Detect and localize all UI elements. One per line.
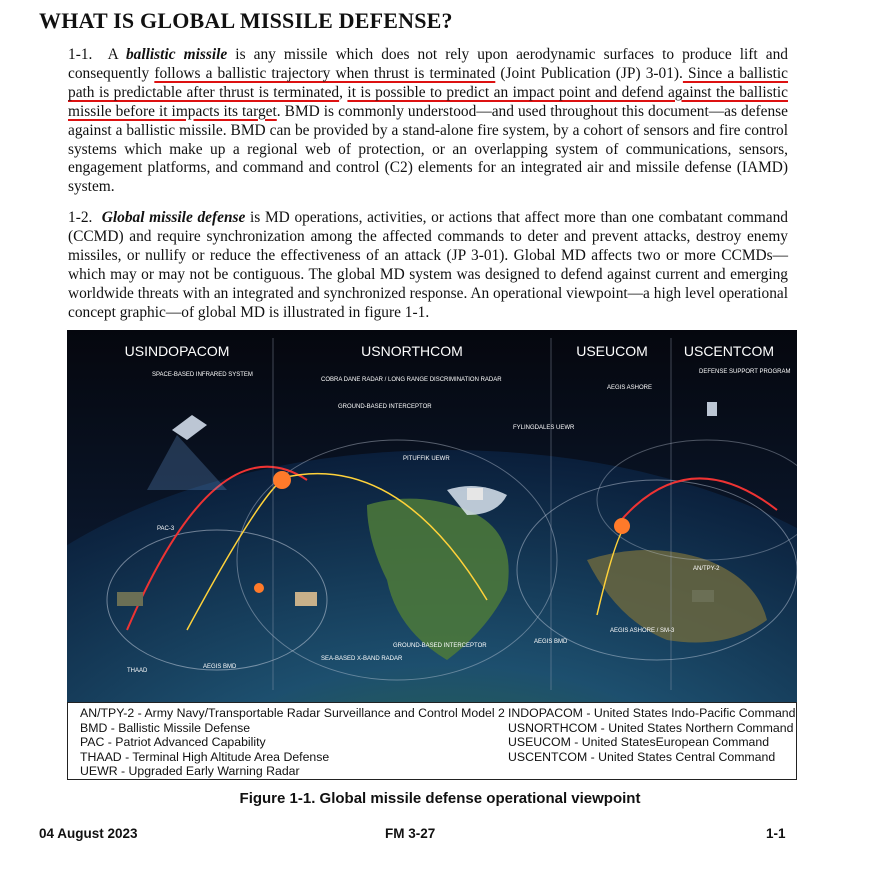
legend-entry: INDOPACOM - United States Indo-Pacific Command: [508, 706, 796, 720]
label-thaad: THAAD: [127, 668, 148, 674]
operational-viewpoint-graphic: [67, 330, 797, 702]
legend-entry: USEUCOM - United StatesEuropean Command: [508, 735, 770, 750]
para-number: 1-2.: [68, 209, 93, 226]
label-aegis-ashore: AEGIS ASHORE: [607, 385, 653, 391]
legend-left-column: [80, 706, 505, 779]
label-gbi-bottom: GROUND-BASED INTERCEPTOR: [393, 643, 487, 649]
para-text: is MD operations, activities, or actions that affect more than one combatant command (CCMD) and require synchronization among the affected commands to deter and prevent attacks, destroy enemy missiles, or nullify or reduce the effectiveness of an attack (JP 3-01). Global MD affects two or more CCMDs—which may or may not be contiguous. The global MD system was designed to defend against current and emerging worldwide threats with an integrated and synchronized response. An operational viewpoint—a high level operational concept graphic—of global MD is illustrated in figure 1-1.: [68, 209, 788, 321]
footer-page-number: 1-1: [766, 826, 786, 841]
underlined-text: follows a ballistic trajectory when thrust is terminated: [154, 64, 496, 82]
intercept-burst-icon: [254, 583, 264, 593]
acronym-legend: [67, 702, 797, 780]
label-gbi-top: GROUND-BASED INTERCEPTOR: [338, 404, 432, 410]
thaad-launcher-icon: [117, 592, 143, 606]
command-uscentcom: USCENTCOM: [683, 343, 775, 359]
label-sbx: SEA-BASED X-BAND RADAR: [321, 656, 403, 662]
legend-entry: USCENTCOM - United States Central Command: [508, 749, 776, 764]
label-aegis-bmd-right: AEGIS BMD: [534, 639, 568, 645]
label-aegis-ashore-sm3: AEGIS ASHORE / SM-3: [610, 628, 675, 634]
para-text: ,: [339, 83, 348, 101]
command-usindopacom: USINDOPACOM: [124, 343, 230, 359]
intercept-burst-icon: [273, 471, 291, 489]
paragraph-1-1: 1-1. A ballistic missile is any missile which does not rely upon aerodynamic surfaces to produce lift and consequently follows a ballistic trajectory when thrust is terminated (Joint Publication (JP) 3-01). Since a ballistic path is predictable after thrust is terminated, it is possible to predict an impact point and defend against the ballistic missile before it impacts its target. BMD is commonly understood—and used throughout this document—as defense against a ballistic missile. BMD can be provided by a stand-alone fire system, by a cohort of sensors and fire control systems which make up a regional web of protection, or an overlapping system of communications, sensors, engagement platforms, and command and control (C2) elements for an integrated air and missile defense (IAMD) system.: [68, 46, 789, 196]
label-sbirs: SPACE-BASED INFRARED SYSTEM: [152, 372, 253, 378]
legend-entry: AN/TPY-2 - Army Navy/Transportable Radar Surveillance and Control Model 2: [80, 706, 505, 720]
label-fylingdales: FYLINGDALES UEWR: [513, 425, 575, 431]
antpy2-radar-icon: [692, 590, 714, 602]
para-text: is any missile which does not rely upon aerodynamic surfaces to produce lift and consequently: [68, 46, 788, 82]
intercept-burst-icon: [614, 518, 630, 534]
label-cobra-dane: COBRA DANE RADAR / LONG RANGE DISCRIMINATION RADAR: [321, 377, 502, 383]
figure-caption: Figure 1-1. Global missile defense operational viewpoint: [239, 790, 641, 807]
label-pituffik: PITUFFIK UEWR: [403, 456, 450, 462]
legend-entry: THAAD - Terminal High Altitude Area Defense: [80, 749, 330, 764]
para-text: . BMD is commonly understood—and used throughout this document—as defense against a ballistic missile. BMD can be provided by a stand-alone fire system, by a cohort of sensors and fire control systems which make up a regional web of protection, or an overlapping system of communications, sensors, engagement platforms, and command and control (C2) elements for an integrated air and missile defense (IAMD) system.: [68, 102, 788, 196]
underlined-text: it is possible to predict an impact point and defend against the ballistic missile before it impacts its target: [68, 83, 788, 120]
radar-site-icon: [467, 488, 483, 500]
paragraph-1-2: [68, 209, 788, 322]
radar-platform-icon: [295, 592, 317, 606]
legend-entry: UEWR - Upgraded Early Warning Radar: [80, 764, 300, 779]
command-useucom: USEUCOM: [576, 343, 648, 359]
underlined-text: Since a ballistic path is predictable after thrust is terminated: [68, 64, 789, 101]
para-text: (Joint Publication (JP) 3-01).: [495, 64, 683, 82]
label-aegis-bmd-left: AEGIS BMD: [203, 664, 237, 670]
term-ballistic-missile: ballistic missile: [125, 46, 228, 63]
section-title: WHAT IS GLOBAL MISSILE DEFENSE?: [39, 8, 453, 33]
label-antpy2: AN/TPY-2: [693, 566, 720, 572]
command-usnorthcom: USNORTHCOM: [361, 343, 463, 359]
legend-entry: PAC - Patriot Advanced Capability: [80, 735, 266, 750]
legend-entry: BMD - Ballistic Missile Defense: [80, 720, 251, 735]
footer-date: 04 August 2023: [39, 826, 138, 841]
operational-map: [67, 330, 797, 702]
legend-right-column: [508, 706, 795, 764]
para-number: 1-1.: [68, 46, 93, 63]
legend-entry: USNORTHCOM - United States Northern Command: [508, 720, 794, 735]
footer-doc-id: FM 3-27: [385, 826, 436, 841]
term-global-missile-defense: Global missile defense: [101, 209, 246, 226]
label-dsp: DEFENSE SUPPORT PROGRAM: [699, 369, 791, 375]
label-pac3: PAC-3: [157, 526, 175, 532]
satellite-icon: [707, 402, 717, 416]
